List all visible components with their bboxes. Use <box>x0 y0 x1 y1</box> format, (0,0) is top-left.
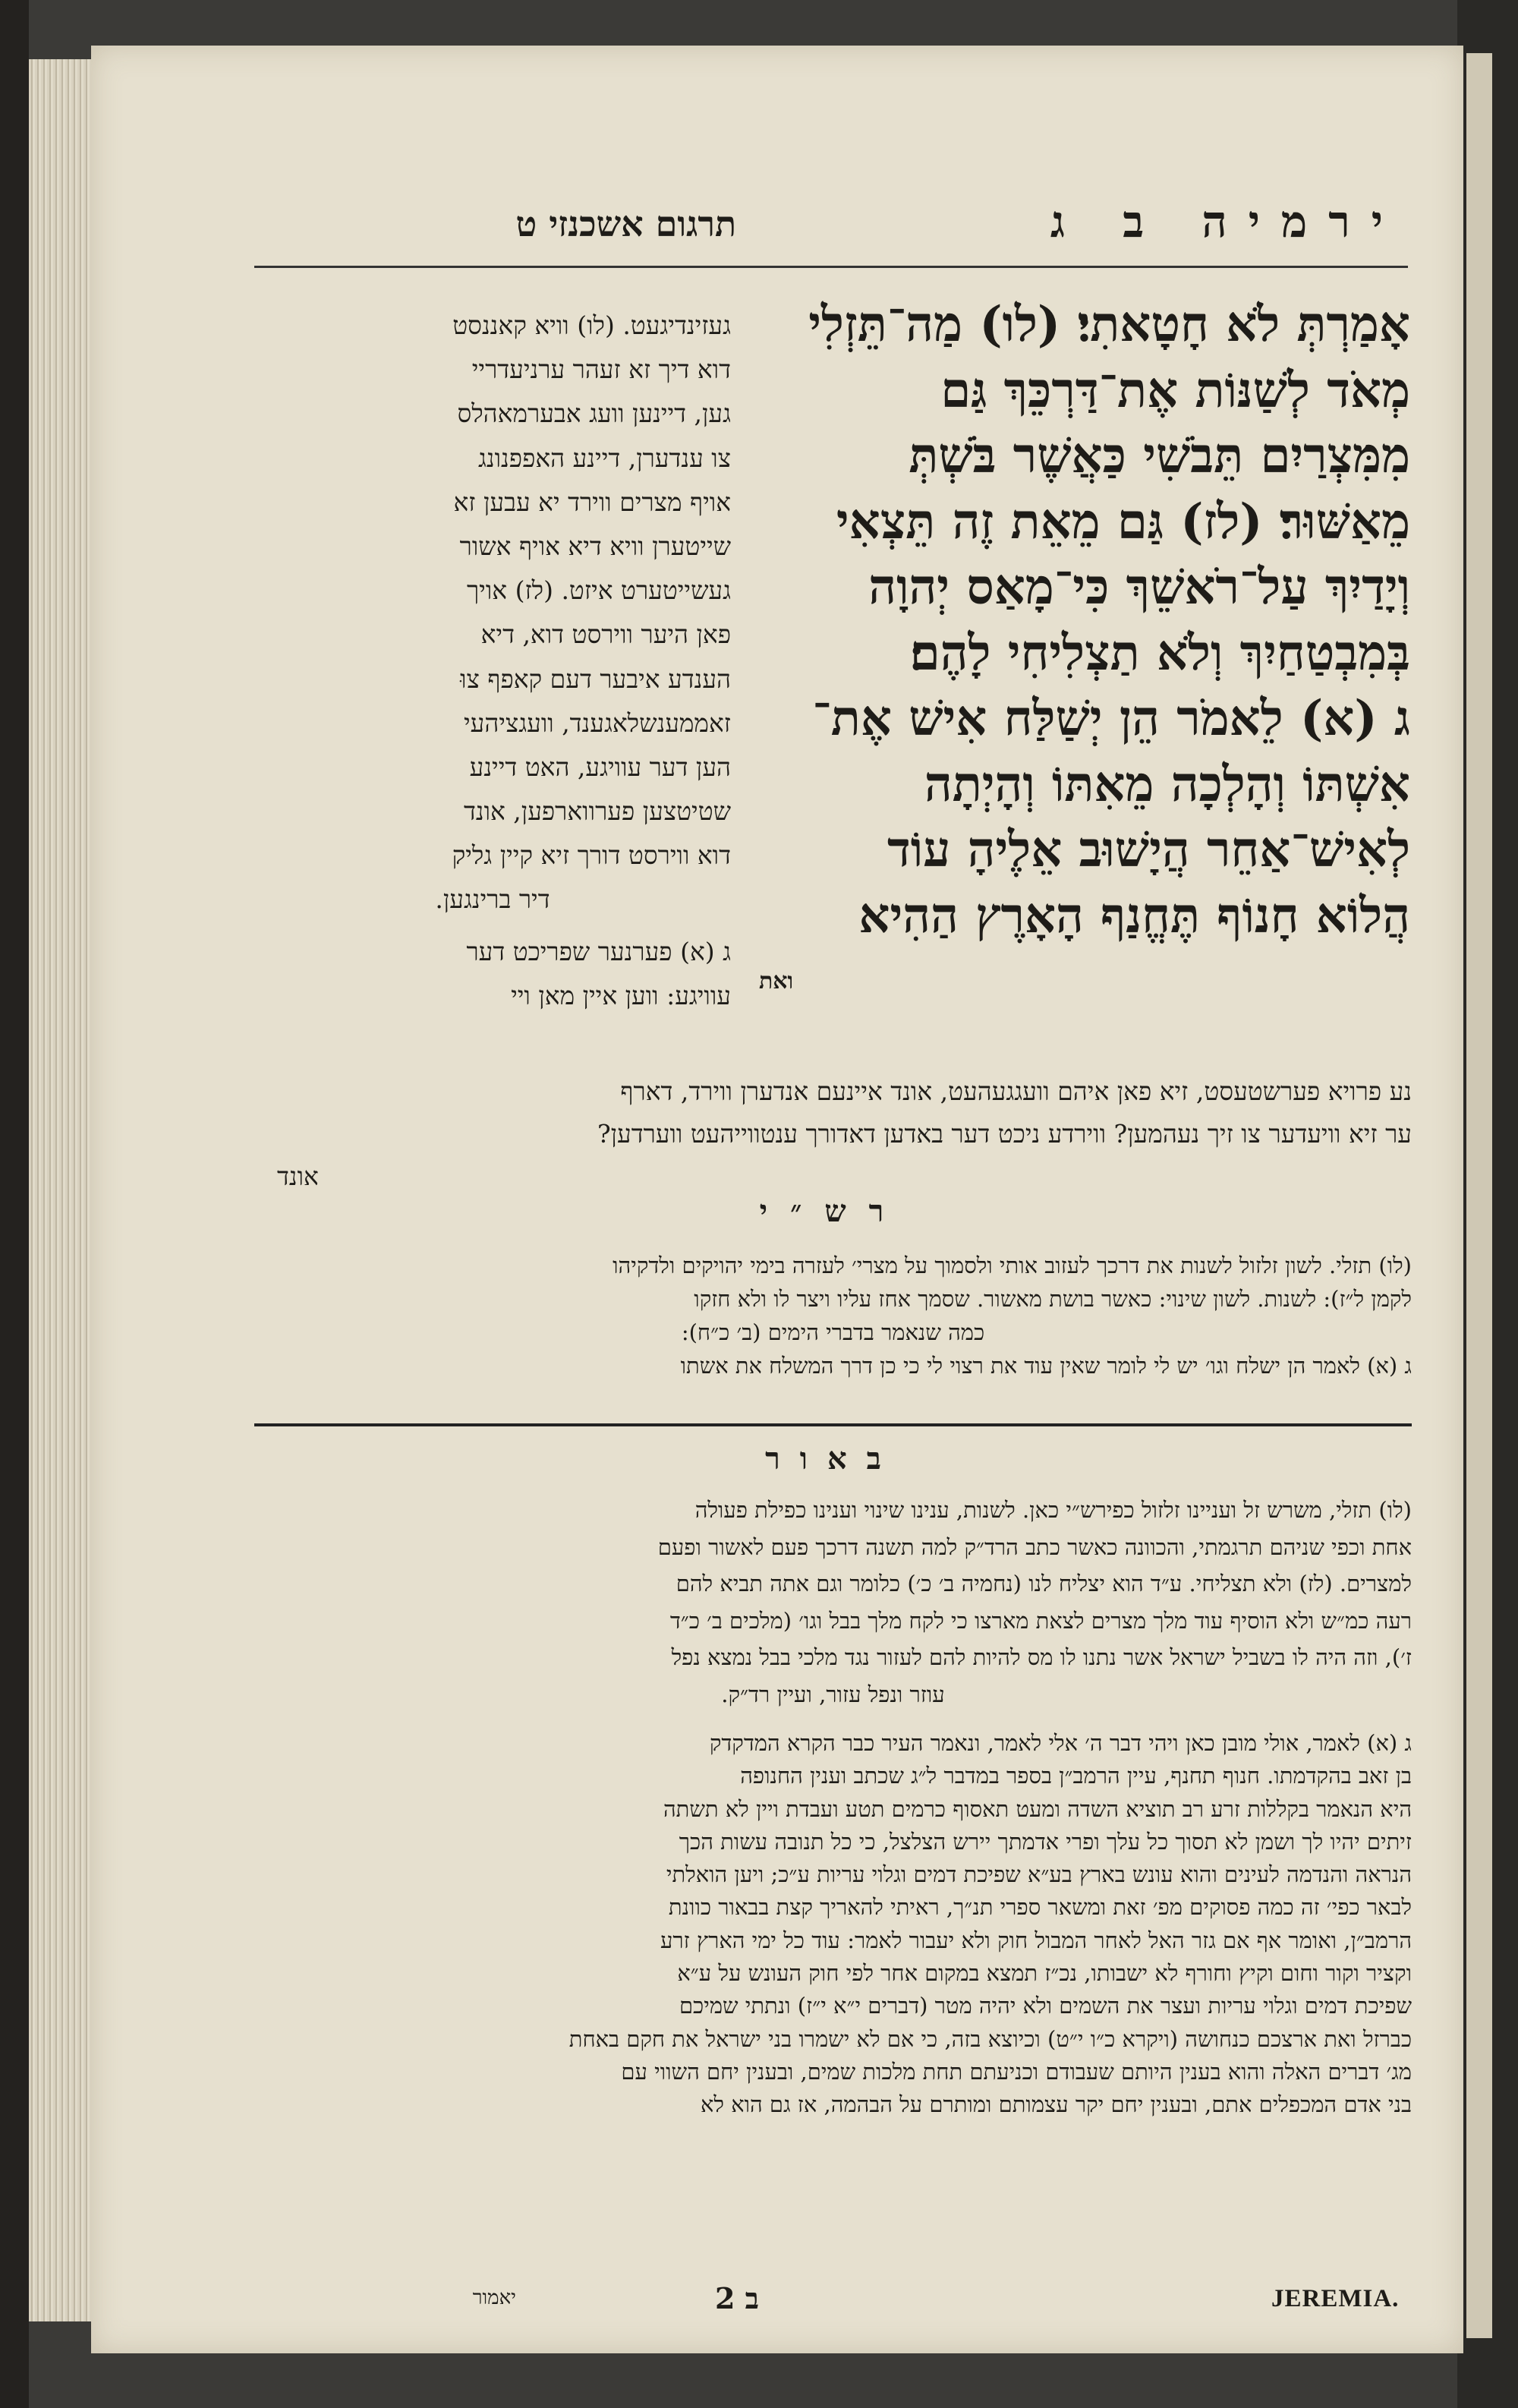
translation-line: געזינדיגעט. (לו) וויא קאננסט <box>452 310 731 340</box>
translation-line: זאממענשלאגענד, וועגציהעי <box>464 708 731 738</box>
scripture-catchword: ואת <box>759 968 794 994</box>
translation-line: דוא דיך זא זעהר ערניעדריי <box>471 355 731 385</box>
scripture-line: הֲלוֹא חָנוֹף תֶּחֱנַף הָאָרֶץ הַהִיא <box>858 887 1410 944</box>
adjacent-page-edge <box>1466 53 1492 2338</box>
scripture-line: מְאֹד לְשַׁנּוֹת אֶת־דַּרְכֵּךְ גַּם <box>940 361 1410 419</box>
scripture-line: ג (א) לֵאמֹר הֵן יְשַׁלַּח אִישׁ אֶת־ <box>812 690 1410 747</box>
rashi-heading: רש״י <box>759 1193 907 1229</box>
rashi-commentary <box>254 1249 1412 1382</box>
header-rule <box>254 266 1408 268</box>
commentary-line: ג (א) לאמר הן ישלח וגו׳ יש לי לומר שאין עוד את רצוי לי כי כן דרך המשלח את אשתו <box>680 1353 1412 1379</box>
commentary-line: זיתים יהיו לך ושמן לא תסוך כל עלך ופרי אדמתך יירש הצלצל, כי כל תנובה עשות הכך <box>679 1828 1412 1855</box>
book-page <box>91 46 1463 2353</box>
section-rule <box>254 1423 1412 1426</box>
book-spine <box>0 0 29 2408</box>
translation-line: געשייטערט איזט. (לז) אויך <box>466 575 731 606</box>
translation-line: גען, דיינען וועג אבערמאהלס <box>457 399 731 429</box>
commentary-line: בני אדם המכפלים אתם, ובענין יחם יקר עצמותם ומותרם על הבהמה, אז גם הוא לא <box>701 2091 1412 2118</box>
scripture-line: מִמִּצְרַיִם תֵּבֹשִׁי כַּאֲשֶׁר בֹּשְׁתְּ <box>909 427 1410 484</box>
translation-line: שייטערן וויא דיא אויף אשור <box>459 531 731 561</box>
commentary-line: כברזל ואת ארצכם כנחושה (ויקרא כ״ו י״ט) וכיוצא בזה, כי אם לא ישמרו בני ישראל את חקם באחת <box>568 2025 1412 2052</box>
footer-signature: ב 2 <box>715 2281 759 2315</box>
commentary-line: למצרים. (לז) ולא תצליחי. ע״ד הוא יצליח לנו (נחמיה ב׳ כ׳) כלומר וגם אתה תביא להם <box>676 1571 1412 1596</box>
biur-heading: באור <box>765 1441 901 1477</box>
commentary-line: הנראה והנדמה לעינים והוא עונש בארץ בע״א שפיכת דמים וגלוי עריות ע״כ; ויען הואלתי <box>666 1861 1412 1888</box>
translation-line: צו ענדערן, דיינע האפפנונג <box>477 443 731 473</box>
commentary-line: ג (א) לאמר, אולי מובן כאן ויהי דבר ה׳ אלי לאמר, ונאמר העיר כבר הקרא המדקדק <box>709 1730 1412 1756</box>
commentary-line: אחת וכפי שניהם תרגמתי, והכוונה כאשר כתב הרד״ק למה תשנה דרכך פעם לאשור ופעם <box>657 1533 1412 1560</box>
translation-line: נע פרויא פערשטעסט, זיא פאן איהם וועגגעהעט, אונד איינעם אנדערן ווירד, דארף <box>620 1076 1412 1106</box>
translation-line: ער זיא וויעדער צו זיך נעהמען? ווירדע ניכט דער באדען דאדורך ענטווייהעט ווערדען? <box>597 1119 1412 1149</box>
footer-book-name: JEREMIA. <box>1271 2285 1400 2312</box>
commentary-line: רעה כמ״ש ולא הוסיף עוד מלך מצרים לצאת מארצו כי לקח מלך בבל וגו׳ (מלכים ב׳ כ״ד <box>669 1607 1412 1634</box>
yiddish-translation-column <box>254 304 731 1018</box>
translation-line: עוויגע: ווען איין מאן ויי <box>511 980 731 1010</box>
yiddish-translation-continuation <box>254 1070 1412 1198</box>
translation-line: הען דער עוויגע, האט דיינע <box>469 752 731 782</box>
commentary-line: לבאר כפי׳ זה כמה פסוקים מפ׳ זאת ומשאר ספרי תנ״ך, ראיתי להאריך קצת בבאור כוונת <box>668 1894 1412 1921</box>
commentary-line: וקציר וקור וחום וקיץ וחורף לא ישבותו, נכ״ז תמצא במקום אחר לפי חוק העונש על ע״א <box>677 1960 1412 1987</box>
translation-line: שטיטצען פערווארפען, אונד <box>463 796 731 827</box>
translation-line: דיר ברינגען. <box>435 884 550 915</box>
footer-catchword: יאמור <box>472 2287 516 2309</box>
commentary-line: היא הנאמר בקללות זרע רב תוציא השדה ומעט תאסוף כרמים תטע ועבדת ויין לא תשתה <box>663 1795 1412 1822</box>
biur-commentary-chapter3 <box>254 1727 1412 2122</box>
commentary-line: ז׳), וזה היה לו בשביל ישראל אשר נתנו לו מס להיות להם לעזור נגד מלכי בבל נמצא נפל <box>671 1644 1412 1670</box>
translation-line: דוא ווירסט דורך זיא קיין גליק <box>452 840 731 871</box>
scripture-line: אִשְׁתּוֹ וְהָלְכָה מֵאִתּוֹ וְהָיְתָה <box>924 755 1410 813</box>
targum-title: תרגום אשכנזי ט <box>515 203 736 244</box>
scripture-line: בְּמִבְטַחַיִךְ וְלֹא תַצְלִיחִי לָהֶם׃ <box>909 624 1410 682</box>
scripture-line: וְיָדַיִךְ עַל־רֹאשֵׁךְ כִּי־מָאַס יְהוָה <box>868 559 1410 616</box>
commentary-line: (לו) תזלי, משרש זל ועניינו זלזול כפירש״י כאן. לשנות, ענינו שינוי וענינו כפילת פעולה <box>694 1497 1412 1523</box>
hebrew-scripture-text <box>744 292 1410 994</box>
scripture-line: אָמַרְתְּ לֹא חָטָאתִי׃ (לו) מַה־תֵּזְלִי <box>808 296 1410 353</box>
commentary-line: הרמב״ן, ואומר אף אם גזר האל לאחר המבול חוק ולא יעבור לאמר: עוד כל ימי הארץ זרע <box>660 1927 1412 1953</box>
translation-line: אויף מצרים ווירד יא עבען זא <box>453 487 731 517</box>
running-title: ירמיה ב ג <box>1050 196 1404 247</box>
commentary-line: כמה שנאמר בדברי הימים (ב׳ כ״ח): <box>681 1319 985 1345</box>
biur-commentary <box>254 1492 1412 1713</box>
commentary-line: (לו) תזלי. לשון זלזול לשנות את דרכך לעזוב אותי ולסמוך על מצרי׳ לעזרה בימי יהויקים ולדקיהו <box>613 1253 1412 1278</box>
commentary-line: שפיכת דמים וגלוי עריות ועצר את השמים ולא יהיה מטר (דברים י״א י״ז) ונתתי שמיכם <box>679 1993 1412 2019</box>
scripture-line: מֵאַשּׁוּר׃ (לז) גַּם מֵאֵת זֶה תֵּצְאִי <box>836 493 1410 550</box>
commentary-line: בן זאב בהקדמתו. חנוף תחנף, עיין הרמב״ן בספר במדבר ל״ג שכתב וענין החנופה <box>740 1763 1412 1789</box>
commentary-line: עוזר ונפל עזור, ועיין רד״ק. <box>721 1681 945 1707</box>
scripture-line: לְאִישׁ־אַחֵר הֲיָשׁוּב אֵלֶיהָ עוֹד <box>887 821 1410 878</box>
translation-line: פאן היער ווירסט דוא, דיא <box>480 619 731 650</box>
translation-line: ג (א) פערנער שפריכט דער <box>466 936 731 966</box>
commentary-line: מג׳ דברים האלה והוא בענין היותם שעבודם וכניעתם תחת מלכות שמים, ובענין יחם השווי עם <box>621 2058 1412 2085</box>
translation-line: אונד <box>277 1161 319 1191</box>
page-edges <box>29 59 91 2321</box>
translation-line: הענדע איבער דעם קאפף צוּ <box>460 663 731 694</box>
commentary-line: לקמן ל״ז): לשנות. לשון שינוי: כאשר בושת מאשור. שסמך אחז עליו ויצר לו ולא חזקו <box>694 1286 1412 1312</box>
